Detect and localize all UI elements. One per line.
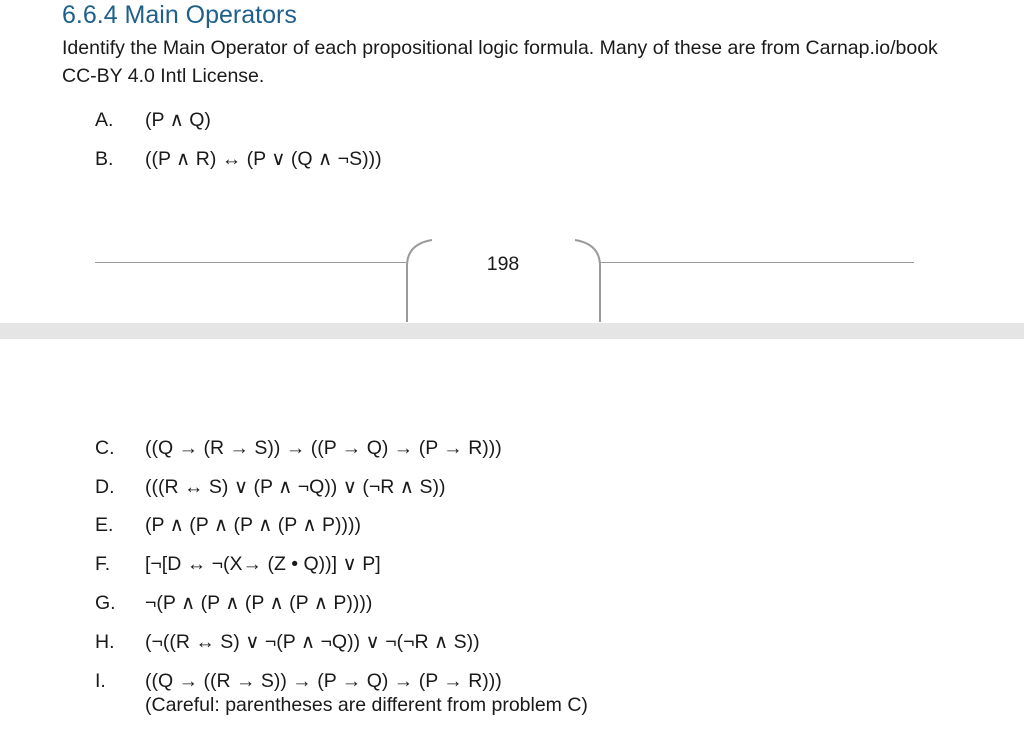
item-formula: ((P ∧ R) ↔ (P ∨ (Q ∧ ¬S))) — [145, 148, 382, 170]
item-formula: (P ∧ Q) — [145, 109, 211, 131]
page-divider-left — [95, 262, 406, 263]
exercise-item-h — [95, 630, 480, 654]
item-letter: B. — [95, 148, 114, 170]
left-brace-icon — [404, 238, 434, 324]
item-formula: ¬(P ∧ (P ∧ (P ∧ (P ∧ P)))) — [145, 592, 373, 614]
page-gap — [0, 323, 1024, 339]
exercise-item-g — [95, 591, 372, 615]
right-brace-icon — [573, 238, 603, 324]
item-letter: H. — [95, 631, 115, 653]
item-letter: I. — [95, 670, 106, 692]
exercise-item-b — [95, 147, 382, 171]
exercise-item-a — [95, 108, 211, 132]
item-formula: ((Q → ((R → S)) → (P → Q) → (P → R))) — [145, 670, 502, 692]
item-note: (Careful: parentheses are different from problem C) — [145, 694, 588, 716]
item-formula: ((Q → (R → S)) → ((P → Q) → (P → R))) — [145, 437, 502, 459]
page-number: 198 — [486, 253, 520, 275]
item-formula: (((R ↔ S) ∨ (P ∧ ¬Q)) ∨ (¬R ∧ S)) — [145, 476, 446, 498]
item-formula: (¬((R ↔ S) ∨ ¬(P ∧ ¬Q)) ∨ ¬(¬R ∧ S)) — [145, 631, 480, 653]
exercise-item-i — [95, 669, 588, 717]
item-letter: D. — [95, 476, 115, 498]
item-letter: C. — [95, 437, 115, 459]
item-letter: E. — [95, 514, 114, 536]
section-intro: Identify the Main Operator of each propositional logic formula. Many of these are from Carnap.io/book CC-BY 4.0 Intl License. — [62, 37, 938, 87]
exercise-item-d — [95, 475, 445, 499]
item-letter: A. — [95, 109, 114, 131]
exercise-item-c — [95, 436, 502, 460]
section-title: 6.6.4 Main Operators — [62, 1, 297, 29]
item-letter: G. — [95, 592, 116, 614]
item-formula: (P ∧ (P ∧ (P ∧ (P ∧ P)))) — [145, 514, 362, 536]
page-divider-right — [599, 262, 914, 263]
item-formula: [¬[D ↔ ¬(X→ (Z • Q))] ∨ P] — [145, 553, 381, 575]
item-letter: F. — [95, 553, 111, 575]
exercise-item-f — [95, 552, 381, 576]
exercise-item-e — [95, 513, 361, 537]
